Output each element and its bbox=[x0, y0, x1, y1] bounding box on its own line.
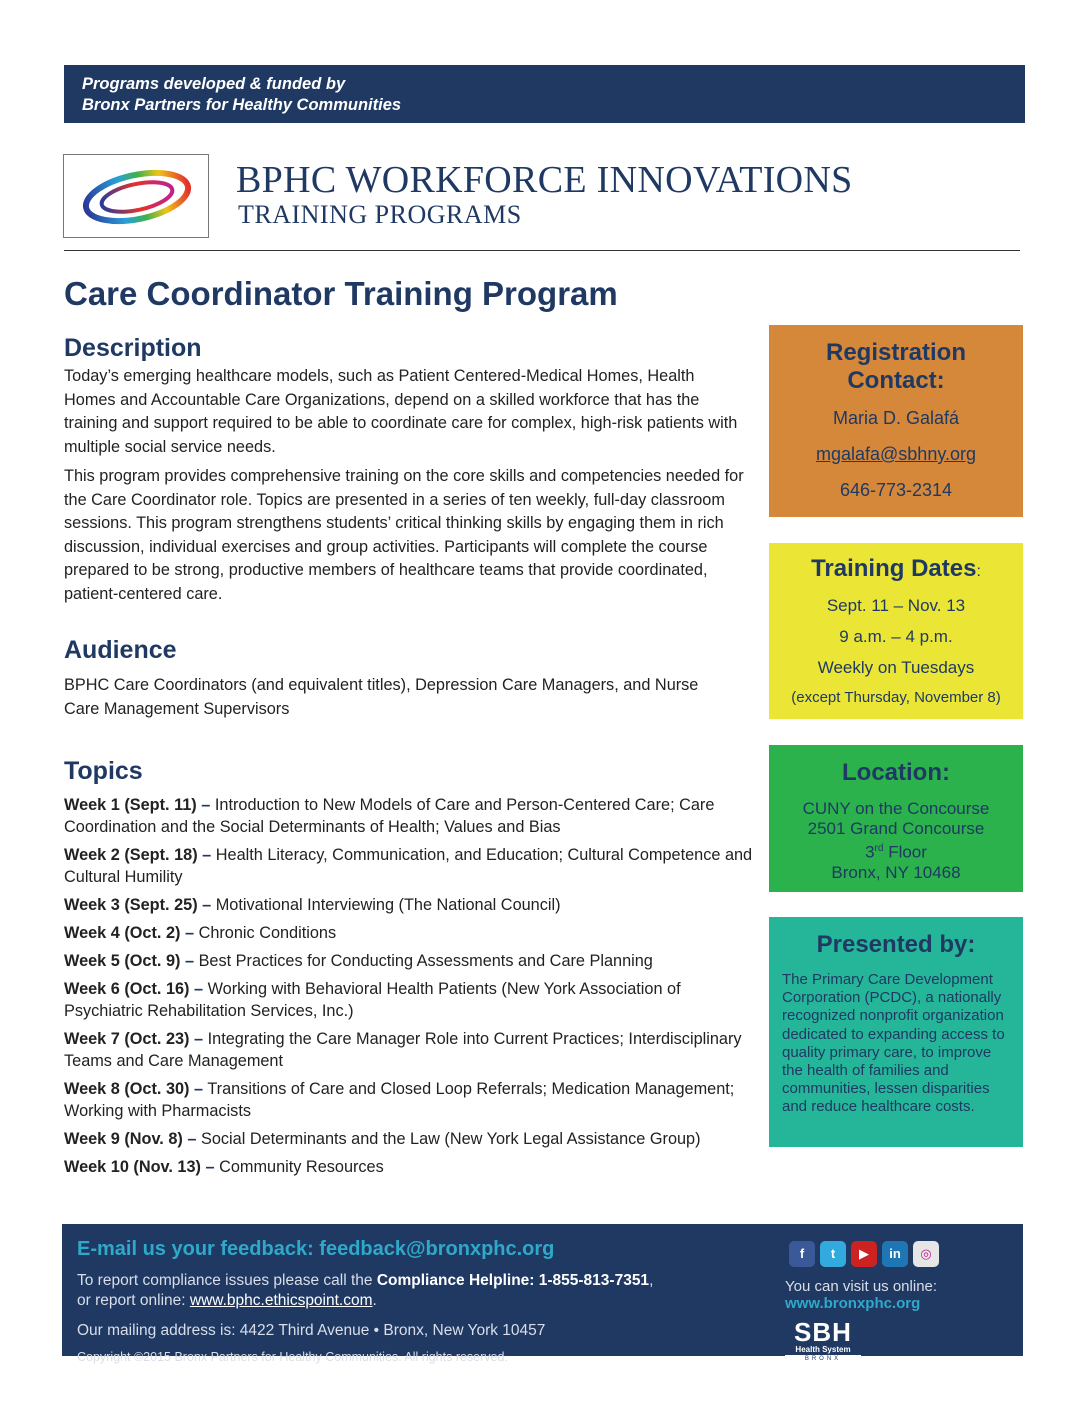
topics-list bbox=[64, 794, 754, 1184]
feedback-email-link[interactable]: E-mail us your feedback: feedback@bronxphc.org bbox=[77, 1238, 555, 1260]
presented-by-text: The Primary Care Development Corporation (PCDC), a nationally recognized nonprofit organization dedicated to expanding access to quality primary care, to improve the health of families and communities, lessen disparities and reduce healthcare costs. bbox=[782, 971, 1005, 1116]
topic-item: Week 7 (Oct. 23) – Integrating the Care Manager Role into Current Practices; Interdisciplinary Teams and Care Management bbox=[64, 1030, 742, 1070]
audience-text: BPHC Care Coordinators (and equivalent titles), Depression Care Managers, and Nurse Care Management Supervisors bbox=[64, 676, 699, 718]
location-line-1: CUNY on the Concourse bbox=[802, 799, 990, 818]
brand-title: BPHC WORKFORCE INNOVATIONS bbox=[236, 159, 853, 201]
footer bbox=[62, 1224, 1023, 1364]
training-exception: (except Thursday, November 8) bbox=[791, 689, 1001, 706]
linkedin-icon[interactable]: in bbox=[882, 1241, 908, 1267]
registration-email-link[interactable]: mgalafa@sbhny.org bbox=[815, 444, 977, 464]
page-title: Care Coordinator Training Program bbox=[64, 275, 618, 312]
topic-week: Week 5 (Oct. 9) bbox=[64, 952, 181, 970]
ethicspoint-link[interactable]: www.bphc.ethicspoint.com bbox=[189, 1292, 373, 1309]
compliance-helpline: Compliance Helpline: 1-855-813-7351 bbox=[376, 1272, 650, 1289]
topic-text: Motivational Interviewing (The National Council) bbox=[215, 896, 561, 914]
copyright: Copyright ©2015 Bronx Partners for Healthy Communities. All rights reserved. bbox=[77, 1350, 508, 1364]
description-paragraph-2: This program provides comprehensive training on the core skills and competencies needed for the Care Coordinator role. Topics are presented in a series of ten weekly, full-day classroom sessions. This program strengthens students’ critical thinking skills by engaging them in rich discussion, individual exercises and group activities. Participants will complete the course prepared to be strong, productive members of healthcare teams that provide coordinated, patient-centered care. bbox=[64, 467, 744, 603]
youtube-icon[interactable]: ▶ bbox=[851, 1241, 877, 1267]
topic-week: Week 4 (Oct. 2) bbox=[64, 924, 181, 942]
training-dates-card bbox=[769, 543, 1023, 719]
facebook-icon[interactable]: f bbox=[789, 1241, 815, 1267]
topic-text: Working with Behavioral Health Patients (New York Association of Psychiatric Rehabilitation Services, Inc.) bbox=[64, 980, 681, 1020]
banner-line-1: Programs developed & funded by bbox=[82, 75, 346, 93]
topic-item: Week 10 (Nov. 13) – Community Resources bbox=[64, 1158, 384, 1176]
banner-line-2: Bronx Partners for Healthy Communities bbox=[82, 96, 402, 114]
presented-by-title: Presented by: bbox=[816, 931, 976, 958]
social-icons bbox=[789, 1241, 939, 1267]
topic-item: Week 5 (Oct. 9) – Best Practices for Conducting Assessments and Care Planning bbox=[64, 952, 653, 970]
topic-week: Week 3 (Sept. 25) bbox=[64, 896, 198, 914]
brand-subtitle: TRAINING PROGRAMS bbox=[238, 200, 522, 229]
audience-heading: Audience bbox=[64, 636, 177, 664]
topic-text: Integrating the Care Manager Role into Current Practices; Interdisciplinary Teams and Care Management bbox=[64, 1030, 742, 1070]
topic-item: Week 2 (Sept. 18) – Health Literacy, Communication, and Education; Cultural Competence and Cultural Humility bbox=[64, 846, 753, 886]
topic-week: Week 6 (Oct. 16) bbox=[64, 980, 190, 998]
header-banner bbox=[64, 65, 1025, 123]
bphc-logo bbox=[63, 154, 209, 238]
topic-text: Chronic Conditions bbox=[198, 924, 337, 942]
website-link[interactable]: www.bronxphc.org bbox=[785, 1295, 921, 1312]
training-weekly: Weekly on Tuesdays bbox=[817, 658, 975, 677]
location-line-2: 2501 Grand Concourse bbox=[807, 819, 985, 838]
topic-item: Week 1 (Sept. 11) – Introduction to New Models of Care and Person-Centered Care; Care Coordination and the Social Determinants of Health; Values and Bias bbox=[64, 796, 715, 836]
topic-week: Week 7 (Oct. 23) bbox=[64, 1030, 190, 1048]
location-card bbox=[769, 745, 1023, 892]
topic-text: Community Resources bbox=[219, 1158, 384, 1176]
topic-text: Best Practices for Conducting Assessments and Care Planning bbox=[198, 952, 653, 970]
registration-name: Maria D. Galafá bbox=[832, 408, 960, 428]
topic-item: Week 3 (Sept. 25) – Motivational Interviewing (The National Council) bbox=[64, 896, 561, 914]
bphc-logo-icon[interactable]: ◎ bbox=[913, 1241, 939, 1267]
topic-week: Week 2 (Sept. 18) bbox=[64, 846, 198, 864]
location-line-4: Bronx, NY 10468 bbox=[831, 862, 961, 882]
twitter-icon[interactable]: t bbox=[820, 1241, 846, 1267]
registration-title: Registration Contact: bbox=[825, 339, 966, 394]
topic-week: Week 8 (Oct. 30) bbox=[64, 1080, 190, 1098]
sbh-logo: SBH Health System BRONX bbox=[785, 1319, 861, 1363]
mailing-address: Our mailing address is: 4422 Third Avenue • Bronx, New York 10457 bbox=[77, 1322, 546, 1339]
topics-heading: Topics bbox=[64, 757, 143, 785]
topic-item: Week 9 (Nov. 8) – Social Determinants and the Law (New York Legal Assistance Group) bbox=[64, 1130, 701, 1148]
topic-text: Health Literacy, Communication, and Education; Cultural Competence and Cultural Humility bbox=[64, 846, 753, 886]
training-time: 9 a.m. – 4 p.m. bbox=[839, 627, 953, 646]
bphc-swirl-logo-icon bbox=[64, 155, 210, 239]
topic-week: Week 9 (Nov. 8) bbox=[64, 1130, 183, 1148]
registration-phone: 646-773-2314 bbox=[839, 480, 953, 500]
topic-week: Week 1 (Sept. 11) bbox=[64, 796, 197, 814]
visit-online: You can visit us online: www.bronxphc.org bbox=[785, 1278, 938, 1312]
training-date-range: Sept. 11 – Nov. 13 bbox=[826, 596, 966, 615]
description-paragraph-1: Today’s emerging healthcare models, such as Patient Centered-Medical Homes, Health Homes and Accountable Care Organizations, depend on a skilled workforce that has the training and support required to be able to coordinate care for complex, high-risk patients with multiple social service needs. bbox=[64, 367, 738, 456]
description-heading: Description bbox=[64, 334, 202, 362]
location-title: Location: bbox=[842, 759, 950, 786]
presented-by-card bbox=[769, 917, 1023, 1147]
topic-text: Introduction to New Models of Care and Person-Centered Care; Care Coordination and the Social Determinants of Health; Values and Bias bbox=[64, 796, 715, 836]
topic-item: Week 4 (Oct. 2) – Chronic Conditions bbox=[64, 924, 337, 942]
topic-item: Week 6 (Oct. 16) – Working with Behavioral Health Patients (New York Association of Psychiatric Rehabilitation Services, Inc.) bbox=[64, 980, 681, 1020]
topic-text: Transitions of Care and Closed Loop Referrals; Medication Management; Working with Pharmacists bbox=[64, 1080, 735, 1120]
header-divider bbox=[64, 250, 1020, 251]
compliance-text: To report compliance issues please call the Compliance Helpline: 1-855-813-7351, or report online: www.bphc.ethicspoint.com. bbox=[77, 1272, 654, 1309]
topic-text: Social Determinants and the Law (New York Legal Assistance Group) bbox=[200, 1130, 701, 1148]
location-floor: 3rd Floor bbox=[865, 842, 927, 862]
topic-week: Week 10 (Nov. 13) bbox=[64, 1158, 201, 1176]
training-dates-title: Training Dates: bbox=[811, 555, 981, 582]
topic-item: Week 8 (Oct. 30) – Transitions of Care and Closed Loop Referrals; Medication Management; Working with Pharmacists bbox=[64, 1080, 735, 1120]
registration-card bbox=[769, 325, 1023, 517]
